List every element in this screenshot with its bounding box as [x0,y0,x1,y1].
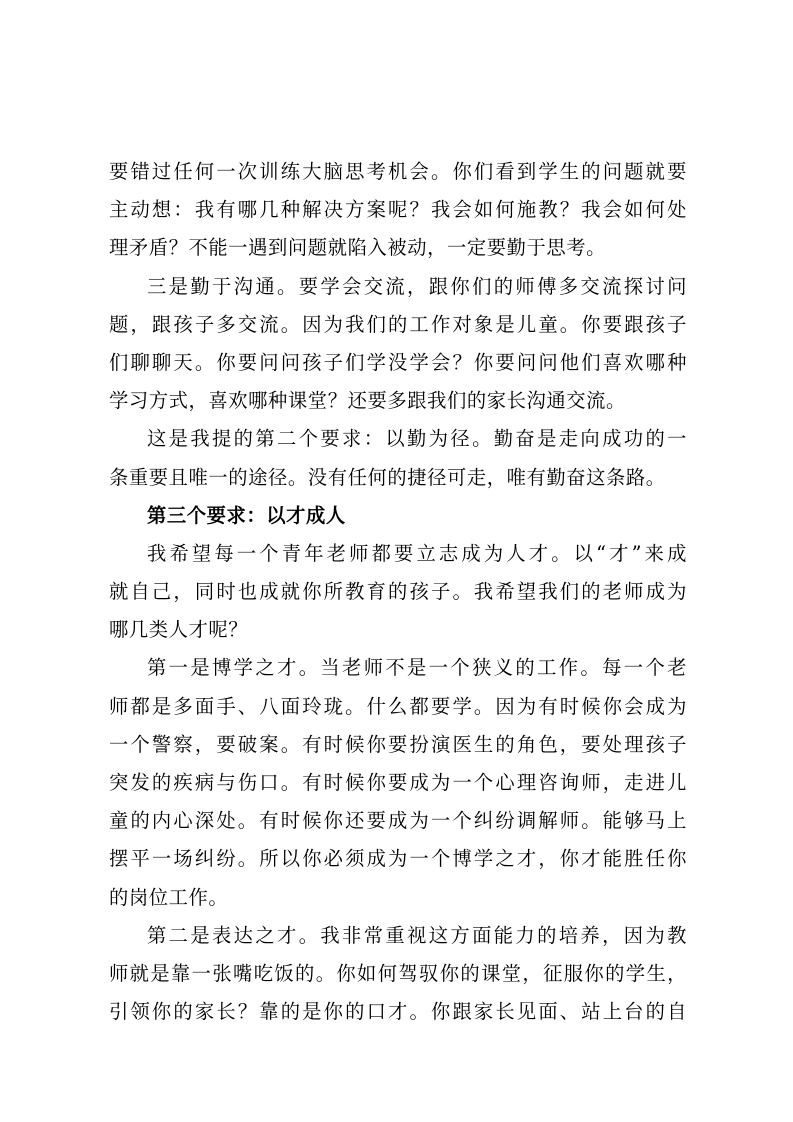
text-line: 一个警察，要破案。有时候你要扮演医生的角色，要处理孩子 [109,732,687,756]
text-line: 的岗位工作。 [109,885,229,909]
text-line: 童的内心深处。有时候你还要成为一个纠纷调解师。能够马上 [109,809,687,833]
text-line: 要错过任何一次训练大脑思考机会。你们看到学生的问题就要 [109,160,687,183]
text-line: 理矛盾？不能一遇到问题就陷入被动，一定要勤于思考。 [109,236,607,260]
text-line: 主动想：我有哪几种解决方案呢？我会如何施教？我会如何处 [109,198,687,222]
text-line: 哪几类人才呢？ [109,618,249,642]
text-line: 师就是靠一张嘴吃饭的。你如何驾驭你的课堂，征服你的学生， [109,961,687,985]
paragraph-start-line: 这是我提的第二个要求：以勤为径。勤奋是走向成功的一 [147,427,687,451]
paragraph-start-line: 第一是博学之才。当老师不是一个狭义的工作。每一个老 [147,656,687,680]
text-line: 摆平一场纠纷。所以你必须成为一个博学之才，你才能胜任你 [109,847,687,871]
section-heading: 第三个要求：以才成人 [147,503,346,527]
paragraph-start-line: 三是勤于沟通。要学会交流，跟你们的师傅多交流探讨问 [147,274,687,298]
text-line: 题，跟孩子多交流。因为我们的工作对象是儿童。你要跟孩子 [109,312,687,336]
text-line: 学习方式，喜欢哪种课堂？还要多跟我们的家长沟通交流。 [109,389,626,413]
text-line: 们聊聊天。你要问问孩子们学没学会？你要问问他们喜欢哪种 [109,350,687,374]
document-body [109,153,687,1031]
text-line: 突发的疾病与伤口。有时候你要成为一个心理咨询师，走进儿 [109,771,687,794]
text-line: 就自己，同时也成就你所教育的孩子。我希望我们的老师成为 [109,580,687,604]
text-line: 师都是多面手、八面玲珑。什么都要学。因为有时候你会成为 [109,694,687,718]
paragraph-start-line: 第二是表达之才。我非常重视这方面能力的培养，因为教 [147,923,687,947]
text-line: 条重要且唯一的途径。没有任何的捷径可走，唯有勤奋这条路。 [109,465,666,489]
paragraph-start-line: 我希望每一个青年老师都要立志成为人才。以“才”来成 [147,541,687,565]
text-line: 引领你的家长？靠的是你的口才。你跟家长见面、站上台的自 [109,1000,687,1024]
